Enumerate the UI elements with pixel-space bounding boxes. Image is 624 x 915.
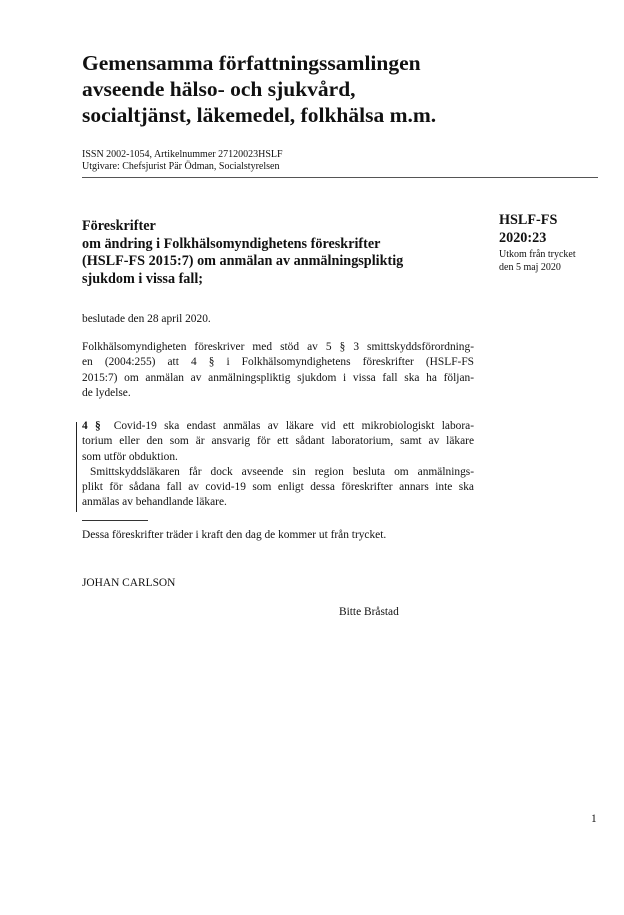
collection-title xyxy=(82,50,542,128)
decision-date: beslutade den 28 april 2020. xyxy=(82,313,211,325)
intro-line: 2015:7) om anmälan av anmälningspliktig sjukdom i vissa fall ska ha följan- xyxy=(82,371,474,384)
statute-series: HSLF-FS xyxy=(499,212,558,228)
section-line: anmälas av behandlande läkare. xyxy=(82,496,227,509)
section-4 xyxy=(82,419,474,511)
document-title-line: Föreskrifter xyxy=(82,218,156,234)
collection-title-line: Gemensamma författningssamlingen xyxy=(82,51,421,75)
section-line: som utför obduktion. xyxy=(82,450,178,463)
document-title-line: (HSLF-FS 2015:7) om anmälan av anmälningspliktig xyxy=(82,253,404,269)
signatory-primary: JOHAN CARLSON xyxy=(82,577,176,589)
publisher-line: Utgivare: Chefsjurist Pär Ödman, Socialstyrelsen xyxy=(82,161,280,172)
intro-line: Folkhälsomyndigheten föreskriver med stöd av 5 § 3 smittskyddsförordning- xyxy=(82,341,474,353)
footnote-divider xyxy=(82,520,148,521)
section-line: torium eller den som är ansvarig för ett sådant laboratorium, samt av läkare xyxy=(82,435,474,448)
statute-issue: 2020:23 xyxy=(499,229,547,246)
document-title-line: sjukdom i vissa fall; xyxy=(82,270,204,287)
signatory-secondary: Bitte Bråstad xyxy=(339,606,399,618)
issn-line: ISSN 2002-1054, Artikelnummer 27120023HSLF xyxy=(82,149,283,160)
publication-line: Utkom från trycket xyxy=(499,249,576,260)
collection-title-line: socialtjänst, läkemedel, folkhälsa m.m. xyxy=(82,103,437,127)
publication-line: den 5 maj 2020 xyxy=(499,262,561,273)
document-title-line: om ändring i Folkhälsomyndighetens föreskrifter xyxy=(82,235,381,252)
statute-number xyxy=(499,212,557,247)
section-line: plikt för sådana fall av covid-19 som enligt dessa föreskrifter annars inte ska xyxy=(82,481,474,494)
page-number: 1 xyxy=(591,813,597,825)
publication-date xyxy=(499,248,576,274)
section-line xyxy=(82,419,474,434)
intro-paragraph xyxy=(82,340,474,401)
change-bar xyxy=(76,422,77,512)
collection-title-line: avseende hälso- och sjukvård, xyxy=(82,77,356,101)
entry-into-force: Dessa föreskrifter träder i kraft den dag de kommer ut från trycket. xyxy=(82,529,387,541)
section-text: Covid-19 ska endast anmälas av läkare vid ett mikrobiologiskt labora- xyxy=(113,420,474,432)
document-title xyxy=(82,218,482,288)
intro-line: de lydelse. xyxy=(82,386,131,399)
intro-line: en (2004:255) att 4 § i Folkhälsomyndighetens föreskrifter (HSLF-FS xyxy=(82,356,474,369)
section-line: Smittskyddsläkaren får dock avseende sin region besluta om anmälnings- xyxy=(90,465,474,478)
header-divider xyxy=(82,177,598,178)
section-number: 4 § xyxy=(82,420,101,432)
